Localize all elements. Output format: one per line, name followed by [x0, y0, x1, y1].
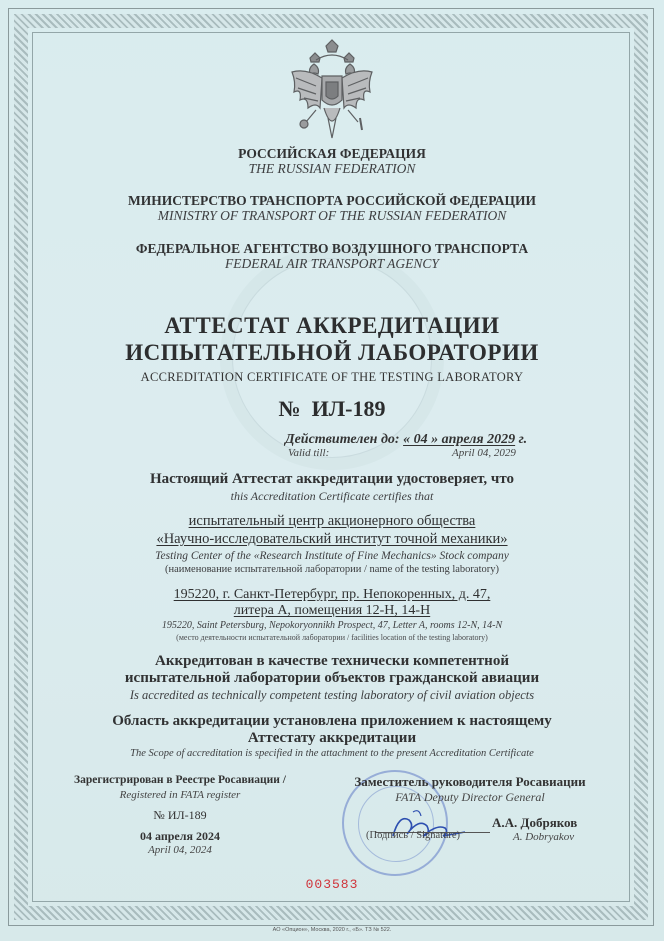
lab-name-en: Testing Center of the «Research Institute of Fine Mechanics» Stock company — [155, 550, 509, 562]
signatory-title-ru: Заместитель руководителя Росавиации — [354, 774, 586, 789]
scope-en: The Scope of accreditation is specified in the attachment to the present Accreditation Certificate — [130, 748, 534, 759]
printer-imprint: АО «Опцион», Москва, 2020 г., «Б». ТЗ № 522. — [272, 927, 392, 933]
lab-name-line1: испытательный центр акционерного общества — [188, 513, 476, 529]
registry-number: № ИЛ-189 — [153, 808, 207, 822]
signatory-name-en: A. Dobryakov — [513, 831, 575, 843]
valid-date-ru: « 04 » апреля 2029 — [403, 432, 516, 447]
certifies-text-ru: Настоящий Аттестат аккредитации удостоверяет, что — [149, 471, 514, 487]
agency-name-ru: ФЕДЕРАЛЬНОЕ АГЕНТСТВО ВОЗДУШНОГО ТРАНСПОРТА — [135, 241, 529, 256]
certifies-text-en: this Accreditation Certificate certifies that — [230, 489, 434, 503]
valid-year-suffix: г. — [518, 432, 528, 447]
lab-name-caption: (наименование испытательной лаборатории / name of the testing laboratory) — [165, 564, 499, 575]
accredited-en: Is accredited as technically competent testing laboratory of civil aviation objects — [129, 688, 535, 702]
address-line1: 195220, г. Санкт-Петербург, пр. Непокоренных, д. 47, — [173, 587, 491, 602]
number-value: ИЛ-189 — [311, 396, 386, 421]
country-name-ru: РОССИЙСКАЯ ФЕДЕРАЦИЯ — [238, 146, 426, 161]
ministry-name-ru: МИНИСТЕРСТВО ТРАНСПОРТА РОССИЙСКОЙ ФЕДЕРАЦИИ — [127, 193, 536, 208]
certificate-number — [40, 396, 624, 422]
address-line2: литера А, помещения 12-Н, 14-Н — [233, 603, 431, 618]
registry-label-en: Registered in FATA register — [119, 789, 241, 801]
country-name-en: THE RUSSIAN FEDERATION — [248, 161, 416, 176]
accredited-line2: испытательной лаборатории объектов гражданской авиации — [124, 670, 540, 686]
valid-till-ru — [285, 432, 527, 448]
number-sign: № — [278, 396, 301, 421]
agency-name-en: FEDERAL AIR TRANSPORT AGENCY — [225, 256, 439, 271]
signatory-title-en: FATA Deputy Director General — [395, 790, 545, 804]
certificate-title-line2: ИСПЫТАТЕЛЬНОЙ ЛАБОРАТОРИИ — [125, 340, 539, 365]
lab-name-line2: «Научно-исследовательский институт точной механики» — [156, 531, 508, 547]
accredited-line1: Аккредитован в качестве технически компетентной — [155, 653, 509, 669]
double-headed-eagle-emblem — [286, 38, 378, 148]
certificate-title-line1: АТТЕСТАТ АККРЕДИТАЦИИ — [164, 313, 500, 338]
address-en: 195220, Saint Petersburg, Nepokoryonnikh Prospect, 47, Letter A, rooms 12-N, 14-N — [161, 620, 503, 631]
registry-date-en: April 04, 2024 — [148, 844, 212, 856]
certificate-title-en: ACCREDITATION CERTIFICATE OF THE TESTING LABORATORY — [140, 370, 524, 384]
scope-line2: Аттестату аккредитации — [247, 730, 417, 746]
registry-date-ru: 04 апреля 2024 — [140, 829, 220, 843]
address-caption: (место деятельности испытательной лаборатории / facilities location of the testing laboratory) — [176, 633, 488, 642]
registry-label-ru: Зарегистрирован в Реестре Росавиации / — [74, 774, 286, 786]
valid-label-en: Valid till: — [288, 447, 330, 459]
serial-number: 003583 — [305, 877, 359, 892]
scope-line1: Область аккредитации установлена приложением к настоящему — [112, 713, 552, 729]
ministry-name-en: MINISTRY OF TRANSPORT OF THE RUSSIAN FEDERATION — [157, 208, 507, 223]
valid-label-ru: Действителен до: — [285, 432, 400, 447]
signature-caption: (Подпись / Signature) — [366, 830, 460, 841]
valid-date-en: April 04, 2029 — [452, 447, 516, 459]
signatory-name-ru: А.А. Добряков — [492, 815, 578, 830]
